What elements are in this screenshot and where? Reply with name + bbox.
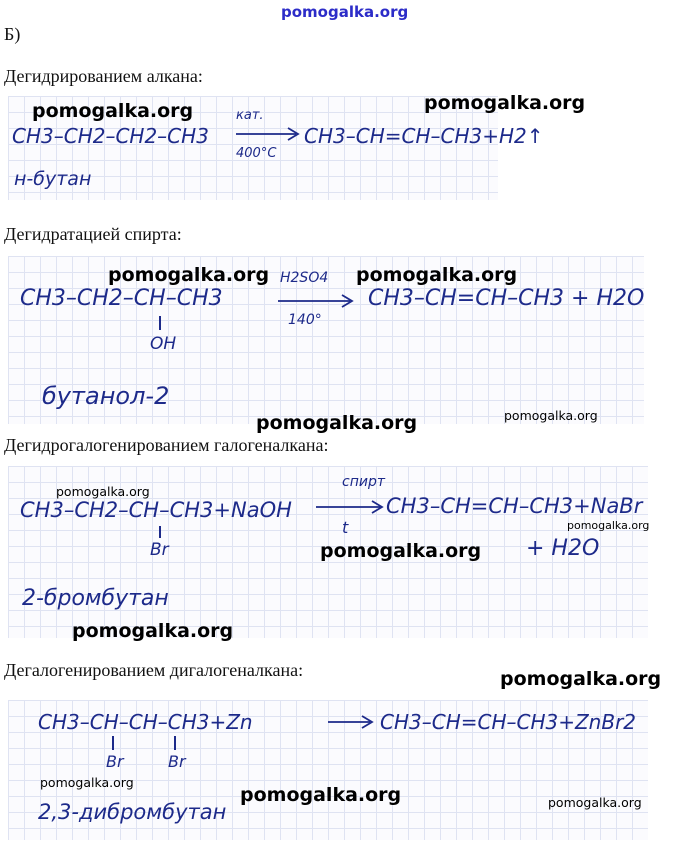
section-title-dehalogenation: Дегалогенированием дигалогеналкана: [4,660,304,680]
reaction4-substituent-2: Br [168,752,186,771]
section-title-dehydrogenation: Дегидрированием алкана: [4,66,203,86]
reaction3-substituent: Br [150,540,169,560]
watermark: pomogalka.org [567,519,650,532]
reaction2-compound-name: бутанол-2 [42,382,170,410]
reaction1-reactant: CH3–CH2–CH2–CH3 [12,124,209,148]
watermark: pomogalka.org [240,784,402,806]
reaction4-compound-name: 2,3-дибромбутан [38,800,227,824]
reaction4-substituent-1: Br [106,752,124,771]
reaction3-condition-bottom: t [342,518,349,537]
reaction2-arrow [276,290,358,312]
reaction2-condition-bottom: 140° [288,312,322,328]
watermark: pomogalka.org [548,795,642,810]
reaction4-bond-line-1 [112,736,114,750]
section-title-dehydrohalogenation: Дегидрогалогенированием галогеналкана: [4,435,329,455]
handwritten-panel-2 [8,256,644,424]
watermark: pomogalka.org [320,540,482,562]
reaction2-product: CH3–CH=CH–CH3 + H2O [368,286,645,311]
reaction3-product: CH3–CH=CH–CH3+NaBr [386,494,643,518]
top-watermark: pomogalka.org [281,3,409,21]
reaction4-bond-line-2 [174,736,176,750]
reaction3-reactant: CH3–CH2–CH–CH3+NaOH [20,498,292,522]
reaction3-bond-line [159,526,161,538]
handwritten-panel-4 [8,700,648,840]
reaction4-product: CH3–CH=CH–CH3+ZnBr2 [380,710,637,734]
section-title-dehydration: Дегидратацией спирта: [4,224,182,244]
reaction1-arrow [234,124,304,144]
watermark: pomogalka.org [500,668,662,690]
reaction4-reactant: CH3–CH–CH–CH3+Zn [38,710,253,734]
watermark: pomogalka.org [40,775,134,790]
reaction1-compound-name: н-бутан [14,168,92,190]
reaction3-product-water: + H2O [526,536,600,561]
watermark: pomogalka.org [108,264,270,286]
reaction2-reactant: CH3–CH2–CH–CH3 [20,286,223,311]
reaction2-bond-line [159,316,161,330]
watermark: pomogalka.org [72,620,234,642]
watermark: pomogalka.org [504,408,598,423]
watermark: pomogalka.org [32,100,194,122]
part-label: Б) [4,24,21,44]
reaction1-condition-bottom: 400°C [236,146,277,161]
reaction3-arrow [314,496,388,518]
watermark: pomogalka.org [56,484,150,499]
reaction1-product: CH3–CH=CH–CH3+H2↑ [304,124,544,148]
reaction3-condition-top: спирт [342,474,385,490]
reaction2-substituent: OH [150,334,177,354]
reaction2-condition-top: H2SO4 [280,270,329,286]
watermark: pomogalka.org [424,92,586,114]
reaction4-arrow [326,712,378,732]
watermark: pomogalka.org [256,412,418,434]
watermark: pomogalka.org [356,264,518,286]
reaction1-condition-top: кат. [236,108,264,123]
reaction3-compound-name: 2-бромбутан [22,586,169,611]
